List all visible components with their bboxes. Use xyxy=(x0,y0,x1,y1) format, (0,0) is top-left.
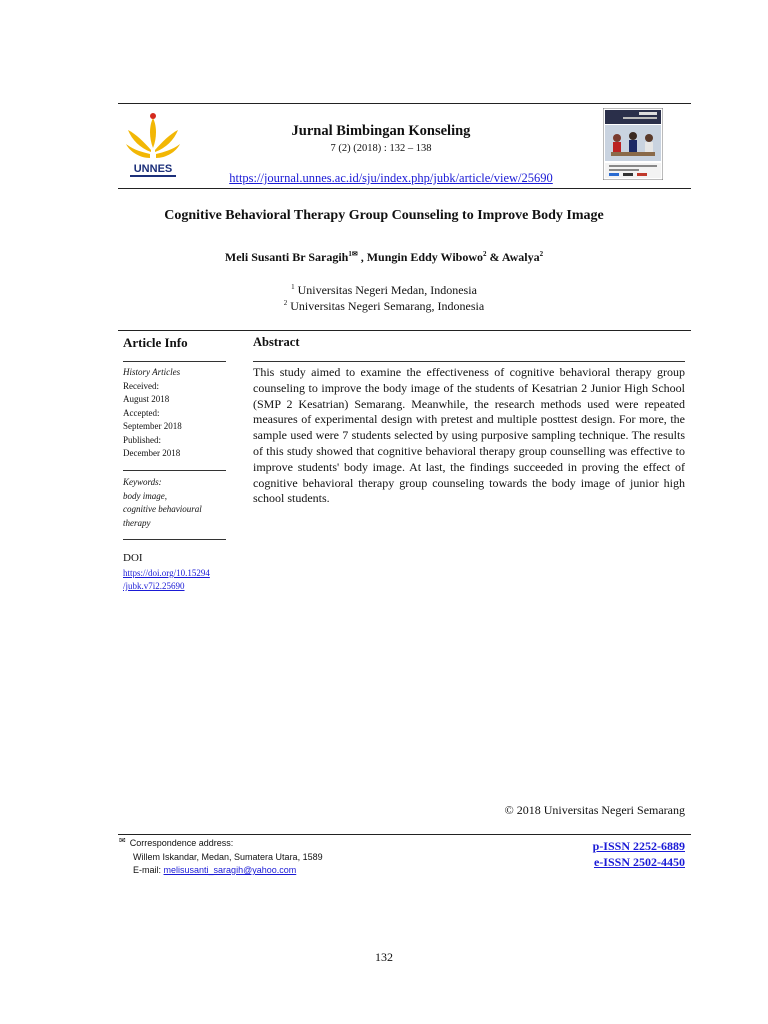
keywords-label: Keywords: xyxy=(123,477,162,487)
affiliation-text: Universitas Negeri Semarang, Indonesia xyxy=(290,299,485,313)
affiliation-mark: 1 xyxy=(291,283,295,291)
correspondence-line xyxy=(119,836,383,851)
logo-wordmark: UNNES xyxy=(133,163,173,175)
author-affiliation-mark: 2 xyxy=(483,250,487,258)
history-rule xyxy=(123,470,226,471)
p-issn-link[interactable]: p-ISSN 2252-6889 xyxy=(592,839,685,853)
e-issn-link[interactable]: e-ISSN 2502-4450 xyxy=(593,854,685,869)
section-rule xyxy=(118,330,691,331)
history-block xyxy=(123,366,233,461)
correspondence-label: Correspondence address: xyxy=(129,838,234,848)
page-number: 132 xyxy=(375,950,393,964)
keyword: body image, xyxy=(123,490,167,501)
keywords-block xyxy=(123,476,233,530)
abstract-text: This study aimed to examine the effectiveness of cognitive behavioral therapy group counseling to improve the body image of the students of Kesatrian 2 Junior High School (SMP 2 Kesatrian) Semarang. Meanwhile, the research methods used were repeated measures of experimental design with pretest and multiple posttest design. For more, the sample used were 7 students selected by using purposive sampling technique. The results of this study showed that cognitive behavioral therapy group counselling was effective to improve students' body image. At last, the findings succeeded in proving the effect of cognitive behavioral therapy group counseling towards the body image of junior high school students. xyxy=(253,365,685,506)
copyright-notice: © 2018 Universitas Negeri Semarang xyxy=(504,803,685,817)
published-label: Published: xyxy=(123,434,162,445)
affiliation-mark: 2 xyxy=(283,299,288,307)
correspondence-block xyxy=(119,836,383,878)
paper-title: Cognitive Behavioral Therapy Group Counseling to Improve Body Image xyxy=(164,208,604,223)
email-line xyxy=(123,864,383,878)
received-date: August 2018 xyxy=(123,394,170,404)
received-label: Received: xyxy=(123,380,159,391)
affiliation xyxy=(80,299,688,314)
abstract-rule xyxy=(253,361,685,362)
author-name: Awalya xyxy=(501,250,540,264)
journal-cover-image xyxy=(603,108,663,180)
author-list: Meli Susanti Br Saragih$^{1✉}$ , Mungin Eddy Wibowo$^2$ & Awalya$^2$ xyxy=(224,250,544,264)
article-info-rule xyxy=(123,361,226,362)
journal-title: Jurnal Bimbingan Konseling xyxy=(291,123,471,139)
accepted-date: September 2018 xyxy=(123,421,182,431)
email-label: E-mail: xyxy=(133,865,162,875)
header-bottom-rule xyxy=(118,188,691,189)
keyword: therapy xyxy=(123,517,151,528)
history-label: History Articles xyxy=(123,367,181,377)
journal-volume: 7 (2) (2018) : 132 – 138 xyxy=(330,143,432,154)
author-name: Meli Susanti Br Saragih xyxy=(224,250,349,264)
author-affiliation-mark: 1✉ xyxy=(348,250,358,258)
issn-block xyxy=(520,839,685,870)
unnes-logo xyxy=(122,112,184,182)
journal-url-link[interactable]: https://journal.unnes.ac.id/sju/index.php/jubk/article/view/25690 xyxy=(229,171,553,185)
affiliation-text: Universitas Negeri Medan, Indonesia xyxy=(297,283,477,297)
doi-link-line[interactable]: https://doi.org/10.15294 xyxy=(123,568,210,578)
email-link[interactable]: melisusanti_saragih@yahoo.com xyxy=(163,865,297,875)
accepted-label: Accepted: xyxy=(123,407,160,418)
correspondence-address: Willem Iskandar, Medan, Sumatera Utara, 1589 xyxy=(133,851,323,862)
keywords-rule xyxy=(123,539,226,540)
doi-label: DOI xyxy=(123,552,143,564)
author-affiliation-mark: 2 xyxy=(539,250,544,258)
mail-icon: ✉ xyxy=(119,836,126,845)
author-name: Mungin Eddy Wibowo xyxy=(366,250,483,264)
abstract-heading: Abstract xyxy=(253,335,300,349)
doi-link-line[interactable]: /jubk.v7i2.25690 xyxy=(123,581,185,591)
keyword: cognitive behavioural xyxy=(123,504,202,514)
header-top-rule xyxy=(118,103,691,104)
footer-rule xyxy=(118,834,691,835)
doi-link[interactable] xyxy=(123,567,241,593)
article-info-heading: Article Info xyxy=(123,335,188,350)
affiliation xyxy=(80,283,688,298)
published-date: December 2018 xyxy=(123,448,181,458)
